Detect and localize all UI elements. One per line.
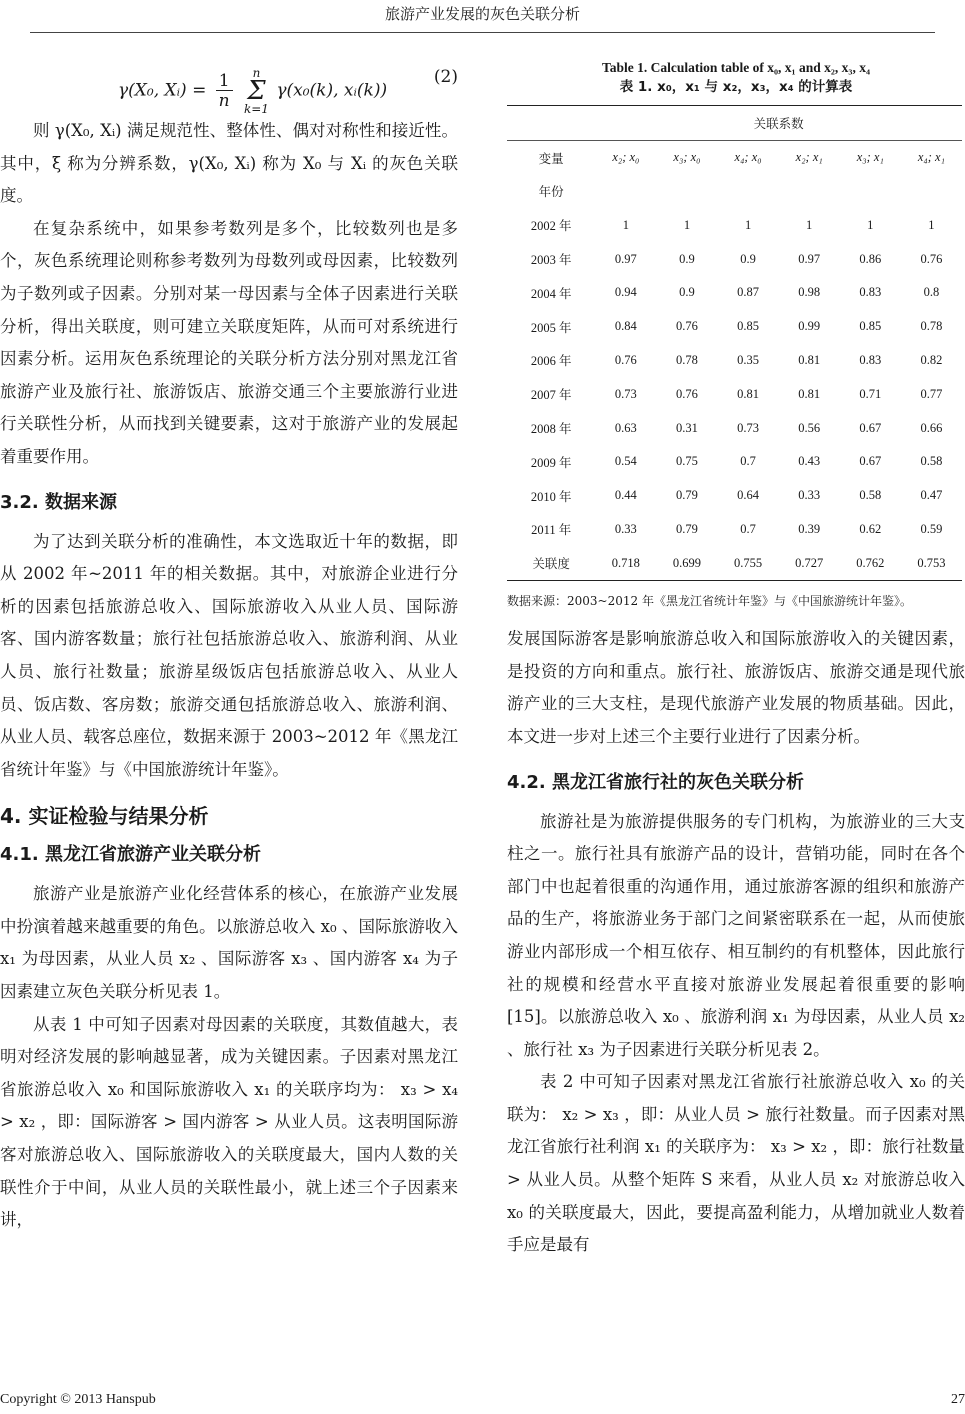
table-cell: 0.9 [740,251,756,266]
table-year-label-row [507,175,962,209]
footer-page-number: 27 [951,1392,965,1407]
equation-fraction [216,72,233,111]
table-row [507,445,962,479]
table-cell: 0.54 [614,454,637,469]
table-row-year: 2006 年 [530,354,572,369]
table-row-year: 2007 年 [530,388,572,403]
table-cell: 0.727 [779,546,840,580]
table-row [507,411,962,445]
table-cell: 0.58 [859,488,882,503]
section-heading-3-2: 3.2. 数据来源 [0,491,117,513]
table-cell: 0.39 [798,521,821,536]
left-column [0,45,458,1237]
table-row [507,377,962,411]
table-row-year: 2003 年 [530,253,572,268]
equation-lhs: γ(X₀, Xᵢ) = [118,80,207,101]
table-cell [507,106,595,141]
table-cell: 0.76 [676,386,698,401]
equation-2 [0,45,458,115]
table-cell: 0.79 [676,488,698,503]
paragraph: 为了达到关联分析的准确性，本文选取近十年的数据，即从 2002 年~2011 年的相关数据。其中，对旅游企业进行分析的因素包括旅游总收入、国际旅游收入从业人员、国际游客、国内游客数量；旅行社包括旅游总收入、旅游利润、从业人员、旅行社数量；旅游星级饭店包括旅游总收入、从业人员、饭店数、客房数；旅游交通包括旅游总收入、旅游利润、从业人员、载客总座位，数据来源于 2003~2012 年《黑龙江省统计年鉴》与《中国旅游统计年鉴》。 [0,531,458,779]
spacer [507,754,965,768]
table-cell: 0.81 [798,386,821,401]
table-row-year: 2011 年 [531,523,572,538]
table-col-header: x₄; x₀ [718,140,779,174]
table-cell: 0.84 [614,319,637,334]
sum-lower: k=1 [243,102,269,116]
footer-copyright: Copyright © 2013 Hanspub [0,1392,156,1407]
table-group-row [507,106,962,141]
summation-symbol [244,67,269,115]
table-cell: 1 [683,217,691,232]
equation-body [118,67,387,115]
table-cell: 0.67 [859,420,882,435]
table-row-year: 2005 年 [530,320,572,335]
table-cell: 0.718 [595,546,656,580]
table-row-year: 2002 年 [530,219,572,234]
paragraph: 从表 1 中可知子因素对母因素的关联度，其数值越大，表明对经济发展的影响越显著，成为关键因素。子因素对黑龙江省旅游总收入 x₀ 和国际旅游收入 x₁ 的关联序均为： x₃ > x₄ > x₂ ，即：国际游客 > 国内游客 > 从业人员。这表明国际游客对旅游总收入、国际旅游收入的关联度最大，国内人数的关联性介于中间，从业人员的关联性最小，就上述三个子因素来讲， [0,1014,458,1230]
table-row-year: 2010 年 [530,489,572,504]
paragraph: 在复杂系统中，如果参考数列是多个，比较数列也是多个，灰色系统理论则称参考数列为母数列或母因素，比较数列为子数列或子因素。分别对某一母因素与全体子因素进行关联分析，得出关联度，则可建立关联度矩阵，从而可对系统进行因素分析。运用灰色系统理论的关联分析方法分别对黑龙江省旅游产业及旅行社、旅游饭店、旅游交通三个主要旅游行业进行关联性分析，从而找到关键要素，这对于旅游产业的发展起着重要作用。 [0,218,458,466]
spacer [0,786,458,800]
table-cell: 0.33 [798,488,821,503]
table-cell: 0.755 [718,546,779,580]
table-title-cn: 表 1. x₀，x₁ 与 x₂，x₃，x₄ 的计算表 [619,79,853,95]
spacer [507,798,965,806]
table-cell: 0.63 [614,420,637,435]
table-cell: 0.67 [859,454,882,469]
table-cell: 0.73 [737,420,759,435]
table-cell: 0.79 [676,521,698,536]
table-cell: 0.81 [737,386,759,401]
section-heading-4: 4. 实证检验与结果分析 [0,804,209,829]
table-cell: 0.66 [920,420,943,435]
table-year-label: 年份 [538,185,564,200]
table-cell: 0.9 [679,251,695,266]
table-cell: 0.35 [737,352,759,367]
table-cell: 0.762 [840,546,901,580]
table-cell: 0.8 [923,285,940,300]
table-degree-row [507,546,962,580]
fraction-denominator: n [218,90,230,111]
sigma-glyph: Σ [247,76,266,106]
table-title-en: Table 1. Calculation table of x₀, x₁ and x₂, x₃, x₄ [601,60,871,75]
table-col-header: x₃; x₀ [656,140,717,174]
section-heading-4-1: 4.1. 黑龙江省旅游产业关联分析 [0,844,261,866]
table-cell: 关联度 [507,546,595,580]
table-cell: 0.85 [737,319,759,334]
table-cell: 0.97 [798,251,821,266]
fraction-numerator: 1 [216,72,233,91]
table-cell: 0.71 [859,386,882,401]
table-cell [595,175,962,209]
table-cell: 0.78 [676,352,698,367]
table-cell: 0.56 [798,420,821,435]
table-cell: 0.76 [676,319,698,334]
table-row-year: 2008 年 [530,422,572,437]
table-row [507,310,962,344]
table-cell: 0.62 [859,521,882,536]
table-cell: 1 [867,217,874,232]
table-col-header: x₃; x₁ [840,140,901,174]
table-col-header: x₂; x₁ [779,140,840,174]
table-cell: 0.699 [656,546,717,580]
paragraph: 发展国际游客是影响旅游总收入和国际旅游收入的关键因素，是投资的方向和重点。旅行社、旅游饭店、旅游交通是现代旅游产业的三大支柱，是现代旅游产业发展的物质基础。因此，本文进一步对上述三个主要行业进行了因素分析。 [507,629,965,746]
table-row [507,344,962,378]
table-cell: 0.94 [614,285,637,300]
table-cell: 0.83 [859,352,882,367]
table-row-year: 2009 年 [530,455,572,470]
running-header [0,0,965,30]
table-cell: 0.78 [920,319,943,334]
table-cell: 0.77 [920,386,943,401]
table-cell: 1 [928,217,935,232]
table-cell: 0.58 [920,454,943,469]
table-cell: 0.7 [740,454,756,469]
paragraph: 旅游社是为旅游提供服务的专门机构，为旅游业的三大支柱之一。旅行社具有旅游产品的设计，营销功能，同时在各个部门中也起着很重的沟通作用，通过旅游客源的组织和旅游产品的生产，将旅游业务于部门之间紧密联系在一起，从而使旅游业内部形成一个相互依存、相互制约的有机整体，因此旅行社的规模和经营水平直接对旅游业发展起着很重要的影响[15]。以旅游总收入 x₀ 、旅游利润 x₁ 为母因素，从业人员 x₂ 、旅行社 x₃ 为子因素进行关联分析见表 2。 [507,811,965,1059]
table-source-note: 数据来源：2003~2012 年《黑龙江省统计年鉴》与《中国旅游统计年鉴》。 [507,594,912,609]
table-cell: 0.87 [737,285,759,300]
table-group-header: 关联系数 [595,106,962,141]
table-row [507,479,962,513]
spacer [0,832,458,840]
spacer [507,611,965,623]
sum-upper: n [252,66,261,80]
table-cell: 0.81 [798,352,821,367]
table-cell: 0.85 [859,319,882,334]
data-table [507,105,962,581]
table-cell: 0.43 [798,454,821,469]
table-row [507,242,962,276]
table-cell: 0.76 [920,251,943,266]
table-var-label: 变量 [507,140,595,174]
table-cell: 0.82 [920,352,943,367]
paragraph: 则 γ(X₀, Xᵢ) 满足规范性、整体性、偶对对称性和接近性。其中，ξ 称为分辨系数，γ(X₀, Xᵢ) 称为 X₀ 与 Xᵢ 的灰色关联度。 [0,121,458,206]
table-cell: 0.44 [614,488,637,503]
table-row-year: 2004 年 [530,286,572,301]
header-title: 旅游产业发展的灰色关联分析 [384,5,580,23]
table-col-header: x₂; x₀ [595,140,656,174]
table-cell: 0.64 [737,488,759,503]
table-cell: 0.47 [920,488,943,503]
table-row [507,276,962,310]
spacer [0,518,458,526]
table-cell: 0.31 [676,420,698,435]
right-column [507,45,965,1262]
table-cell: 0.75 [676,454,698,469]
table-cell: 0.73 [614,386,637,401]
table-cell: 0.83 [859,285,882,300]
spacer [0,474,458,488]
table-cell: 0.97 [614,251,637,266]
table-cell: 0.753 [901,546,962,580]
table-header-row [507,140,962,174]
table-cell: 1 [622,217,629,232]
section-heading-4-2: 4.2. 黑龙江省旅行社的灰色关联分析 [507,771,804,793]
table-cell: 0.7 [740,521,756,536]
table-cell: 0.59 [920,521,943,536]
table-cell: 0.98 [798,285,821,300]
paragraph: 表 2 中可知子因素对黑龙江省旅行社旅游总收入 x₀ 的关联为： x₂ > x₃ ，即：从业人员 > 旅行社数量。而子因素对黑龙江省旅行社利润 x₁ 的关联序为： x₃ > x₂ ，即：旅行社数量 > 从业人员。从整个矩阵 S 来看，从业人员 x₂ 对旅游总收入 x₀ 的关联度最大，因此，要提高盈利能力，从增加就业人数着手应是最有 [507,1072,965,1255]
table-cell: 1 [744,217,752,232]
table-col-header: x₄; x₁ [901,140,962,174]
equation-rhs: γ(x₀(k), xᵢ(k)) [276,80,388,101]
header-rule [30,32,935,33]
paragraph: 旅游产业是旅游产业化经营体系的核心，在旅游产业发展中扮演着越来越重要的角色。以旅游总收入 x₀ 、国际旅游收入 x₁ 为母因素，从业人员 x₂ 、国际游客 x₃ 、国内游客 x₄ 为子因素建立灰色关联分析见表 1。 [0,884,458,1002]
table-row [507,513,962,547]
table-cell: 1 [806,217,813,232]
spacer [0,870,458,878]
table-cell: 0.76 [614,352,637,367]
equation-number: (2) [433,67,458,87]
table-cell: 0.86 [859,251,882,266]
table-cell: 0.99 [798,319,821,334]
table-cell: 0.33 [614,521,637,536]
table-cell: 0.9 [679,285,695,300]
spacer [507,45,965,59]
table-row [507,208,962,242]
